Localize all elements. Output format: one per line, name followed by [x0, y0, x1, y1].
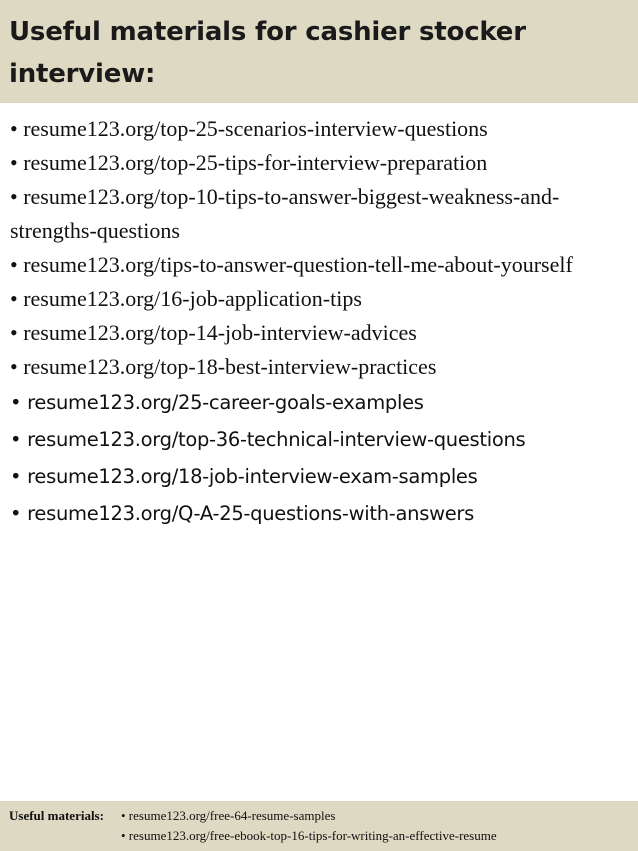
list-item: • resume123.org/25-career-goals-examples [10, 391, 424, 414]
list-item: • resume123.org/top-36-technical-interview-questions [10, 428, 526, 451]
list-item: • resume123.org/top-14-job-interview-advices [10, 320, 417, 345]
footer-label-text: Useful materials [9, 808, 100, 823]
list-item: • resume123.org/top-25-tips-for-interview-preparation [10, 150, 488, 175]
list-item: • resume123.org/Q-A-25-questions-with-answers [10, 502, 475, 525]
resource-list [10, 112, 625, 532]
list-item: • resume123.org/top-25-scenarios-interview-questions [10, 116, 488, 141]
list-item: • resume123.org/tips-to-answer-question-tell-me-about-yourself [10, 252, 573, 277]
list-item: • resume123.org/top-10-tips-to-answer-biggest-weakness-and-strengths-questions [10, 184, 560, 243]
list-item: • resume123.org/18-job-interview-exam-samples [10, 465, 478, 488]
footer-link: • resume123.org/free-64-resume-samples [121, 808, 336, 823]
footer-label [9, 806, 104, 826]
footer-link: • resume123.org/free-ebook-top-16-tips-for-writing-an-effective-resume [121, 828, 497, 843]
footer-label-separator: : [99, 808, 104, 823]
page-title: Useful materials for cashier stocker interview: [9, 17, 526, 89]
list-item: • resume123.org/top-18-best-interview-practices [10, 354, 437, 379]
page-footer [0, 801, 638, 851]
footer-links [121, 806, 497, 846]
page-header [0, 0, 638, 103]
list-item: • resume123.org/16-job-application-tips [10, 286, 362, 311]
